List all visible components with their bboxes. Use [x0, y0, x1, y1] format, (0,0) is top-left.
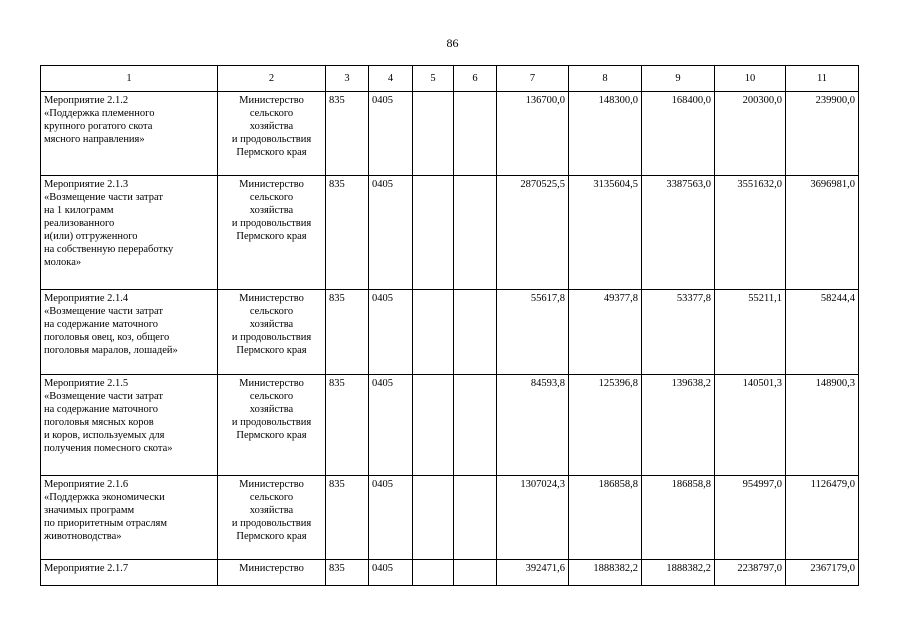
- section-code-cell: 0405: [369, 560, 413, 586]
- amount-cell: 3135604,5: [569, 176, 642, 290]
- section-code-cell: 0405: [369, 176, 413, 290]
- table-row: [41, 476, 859, 560]
- amount-cell: 2238797,0: [715, 560, 786, 586]
- column-header: 11: [786, 66, 859, 92]
- amount-cell: 148900,3: [786, 375, 859, 476]
- amount-cell: 2367179,0: [786, 560, 859, 586]
- empty-cell: [454, 560, 497, 586]
- empty-cell: [413, 92, 454, 176]
- code-cell: 835: [326, 560, 369, 586]
- column-header: 2: [218, 66, 326, 92]
- empty-cell: [454, 375, 497, 476]
- table-row: [41, 176, 859, 290]
- amount-cell: 148300,0: [569, 92, 642, 176]
- event-name-cell: Мероприятие 2.1.3 «Возмещение части затрат на 1 килограмм реализованного и(или) отгруженного на собственную переработку молока»: [41, 176, 218, 290]
- amount-cell: 186858,8: [569, 476, 642, 560]
- section-code-cell: 0405: [369, 92, 413, 176]
- amount-cell: 49377,8: [569, 290, 642, 375]
- amount-cell: 125396,8: [569, 375, 642, 476]
- amount-cell: 2870525,5: [497, 176, 569, 290]
- column-header: 1: [41, 66, 218, 92]
- empty-cell: [413, 290, 454, 375]
- amount-cell: 53377,8: [642, 290, 715, 375]
- column-header: 6: [454, 66, 497, 92]
- administrator-cell: Министерство сельского хозяйства и продовольствия Пермского края: [218, 476, 326, 560]
- column-header: 10: [715, 66, 786, 92]
- amount-cell: 55211,1: [715, 290, 786, 375]
- page-number: 86: [446, 36, 459, 50]
- empty-cell: [413, 560, 454, 586]
- amount-cell: 1126479,0: [786, 476, 859, 560]
- section-code-cell: 0405: [369, 476, 413, 560]
- amount-cell: 3551632,0: [715, 176, 786, 290]
- column-header: 7: [497, 66, 569, 92]
- empty-cell: [454, 92, 497, 176]
- amount-cell: 239900,0: [786, 92, 859, 176]
- code-cell: 835: [326, 92, 369, 176]
- budget-table: [40, 65, 859, 586]
- amount-cell: 954997,0: [715, 476, 786, 560]
- table-row: [41, 92, 859, 176]
- amount-cell: 3387563,0: [642, 176, 715, 290]
- table-row: [41, 560, 859, 586]
- empty-cell: [413, 476, 454, 560]
- amount-cell: 55617,8: [497, 290, 569, 375]
- amount-cell: 1307024,3: [497, 476, 569, 560]
- column-header: 8: [569, 66, 642, 92]
- event-name-cell: Мероприятие 2.1.7: [41, 560, 218, 586]
- column-header: 3: [326, 66, 369, 92]
- table-row: [41, 375, 859, 476]
- table-row: [41, 290, 859, 375]
- amount-cell: 1888382,2: [642, 560, 715, 586]
- amount-cell: 84593,8: [497, 375, 569, 476]
- empty-cell: [413, 375, 454, 476]
- administrator-cell: Министерство сельского хозяйства и продовольствия Пермского края: [218, 290, 326, 375]
- column-header: 4: [369, 66, 413, 92]
- code-cell: 835: [326, 290, 369, 375]
- amount-cell: 58244,4: [786, 290, 859, 375]
- code-cell: 835: [326, 375, 369, 476]
- administrator-cell: Министерство сельского хозяйства и продовольствия Пермского края: [218, 176, 326, 290]
- header-row: [41, 66, 859, 92]
- event-name-cell: Мероприятие 2.1.2 «Поддержка племенного крупного рогатого скота мясного направления»: [41, 92, 218, 176]
- column-header: 5: [413, 66, 454, 92]
- administrator-cell: Министерство сельского хозяйства и продовольствия Пермского края: [218, 92, 326, 176]
- section-code-cell: 0405: [369, 290, 413, 375]
- amount-cell: 200300,0: [715, 92, 786, 176]
- event-name-cell: Мероприятие 2.1.5 «Возмещение части затрат на содержание маточного поголовья мясных коров и коров, используемых для получения помесного скота»: [41, 375, 218, 476]
- empty-cell: [413, 176, 454, 290]
- empty-cell: [454, 476, 497, 560]
- amount-cell: 140501,3: [715, 375, 786, 476]
- code-cell: 835: [326, 176, 369, 290]
- event-name-cell: Мероприятие 2.1.6 «Поддержка экономически значимых программ по приоритетным отраслям животноводства»: [41, 476, 218, 560]
- amount-cell: 186858,8: [642, 476, 715, 560]
- event-name-cell: Мероприятие 2.1.4 «Возмещение части затрат на содержание маточного поголовья овец, коз, общего поголовья маралов, лошадей»: [41, 290, 218, 375]
- amount-cell: 1888382,2: [569, 560, 642, 586]
- amount-cell: 168400,0: [642, 92, 715, 176]
- code-cell: 835: [326, 476, 369, 560]
- administrator-cell: Министерство: [218, 560, 326, 586]
- amount-cell: 136700,0: [497, 92, 569, 176]
- section-code-cell: 0405: [369, 375, 413, 476]
- amount-cell: 3696981,0: [786, 176, 859, 290]
- empty-cell: [454, 290, 497, 375]
- column-header: 9: [642, 66, 715, 92]
- administrator-cell: Министерство сельского хозяйства и продовольствия Пермского края: [218, 375, 326, 476]
- empty-cell: [454, 176, 497, 290]
- amount-cell: 139638,2: [642, 375, 715, 476]
- amount-cell: 392471,6: [497, 560, 569, 586]
